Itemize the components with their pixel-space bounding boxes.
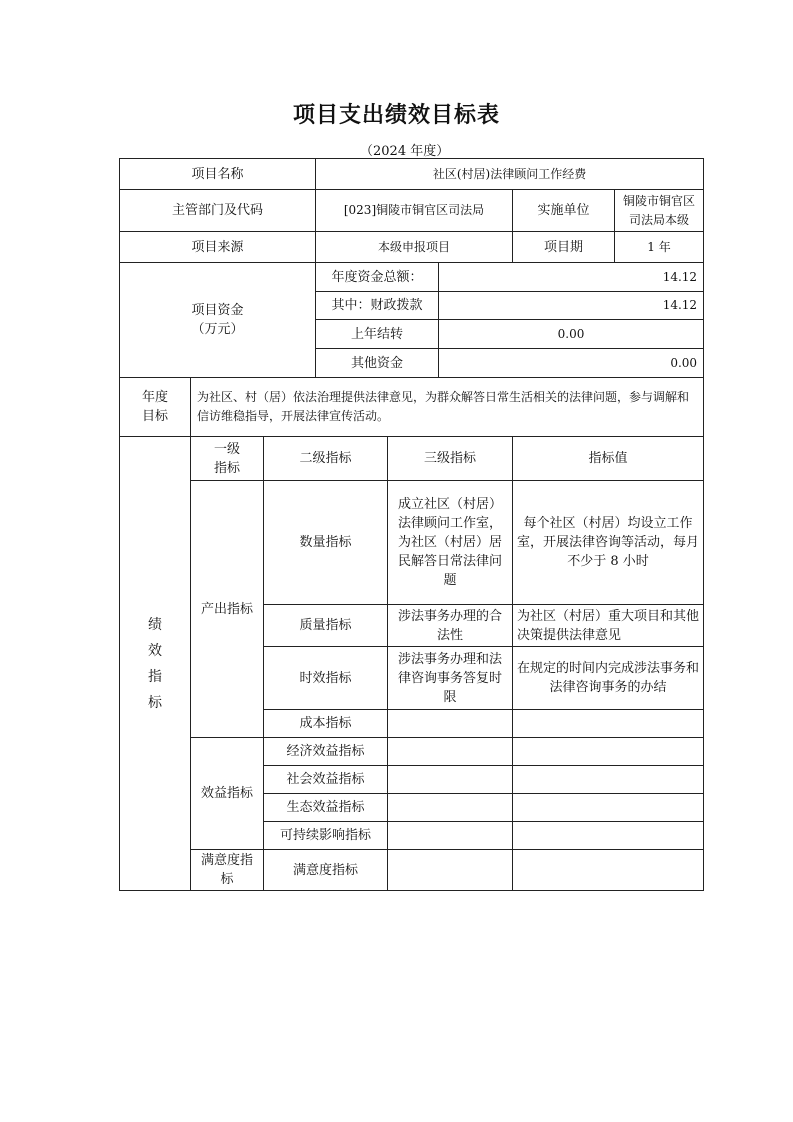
- indicators-section-label: 绩 效 指 标: [120, 437, 191, 891]
- header-level3: 三级指标: [388, 437, 513, 481]
- funds-total-row: [120, 263, 704, 292]
- source-label: 项目来源: [120, 232, 316, 263]
- performance-table: [119, 158, 704, 891]
- indicator-level2: 社会效益指标: [264, 766, 388, 794]
- indicator-level3: 涉法事务办理的合法性: [388, 605, 513, 647]
- funds-carryover-value: 0.00: [439, 320, 704, 349]
- period-value: 1 年: [615, 232, 704, 263]
- department-label: 主管部门及代码: [120, 190, 316, 232]
- indicator-level3: [388, 794, 513, 822]
- indicator-level2: 经济效益指标: [264, 738, 388, 766]
- indicator-level2: 数量指标: [264, 481, 388, 605]
- funds-total-value: 14.12: [439, 263, 704, 292]
- indicator-level3: [388, 850, 513, 891]
- annual-goal-label: 年度 目标: [120, 378, 191, 437]
- funds-label-main: 项目资金: [191, 303, 244, 318]
- indicator-level3: 成立社区（村居）法律顾问工作室，为社区（村居）居民解答日常法律问题: [388, 481, 513, 605]
- indicator-row: [120, 481, 704, 605]
- output-indicator-label: 产出指标: [191, 481, 264, 738]
- indicator-level3: [388, 738, 513, 766]
- indicator-level3: 涉法事务办理和法律咨询事务答复时限: [388, 647, 513, 710]
- source-value: 本级申报项目: [316, 232, 513, 263]
- report-year: （2024 年度）: [360, 144, 450, 159]
- indicator-row: [120, 738, 704, 766]
- project-name-value: 社区(村居)法律顾问工作经费: [316, 159, 704, 190]
- department-row: [120, 190, 704, 232]
- indicator-value: [513, 794, 704, 822]
- implementing-unit-label: 实施单位: [513, 190, 615, 232]
- department-value: [023]铜陵市铜官区司法局: [316, 190, 513, 232]
- source-row: [120, 232, 704, 263]
- indicator-level3: [388, 822, 513, 850]
- indicator-value: [513, 738, 704, 766]
- header-level1: 一级 指标: [191, 437, 264, 481]
- period-label: 项目期: [513, 232, 615, 263]
- indicator-level2: 满意度指标: [264, 850, 388, 891]
- implementing-unit-value: 铜陵市铜官区司法局本级: [615, 190, 704, 232]
- indicator-level2: 生态效益指标: [264, 794, 388, 822]
- indicator-level2: 成本指标: [264, 710, 388, 738]
- indicator-header-row: [120, 437, 704, 481]
- funds-fiscal-label: 其中：财政拨款: [316, 292, 439, 320]
- funds-total-label: 年度资金总额：: [316, 263, 439, 292]
- indicator-level2: 可持续影响指标: [264, 822, 388, 850]
- funds-label: [120, 263, 316, 378]
- indicator-level3: [388, 710, 513, 738]
- indicator-value: 每个社区（村居）均设立工作室，开展法律咨询等活动，每月不少于 8 小时: [513, 481, 704, 605]
- indicator-level3: [388, 766, 513, 794]
- annual-goal-row: [120, 378, 704, 437]
- header-value: 指标值: [513, 437, 704, 481]
- indicator-value: 为社区（村居）重大项目和其他决策提供法律意见: [513, 605, 704, 647]
- indicator-value: 在规定的时间内完成涉法事务和法律咨询事务的办结: [513, 647, 704, 710]
- funds-label-unit: （万元）: [191, 322, 244, 337]
- indicator-value: [513, 710, 704, 738]
- indicator-value: [513, 822, 704, 850]
- satisfaction-indicator-label: 满意度指标: [191, 850, 264, 891]
- benefit-indicator-label: 效益指标: [191, 738, 264, 850]
- funds-fiscal-value: 14.12: [439, 292, 704, 320]
- indicator-value: [513, 850, 704, 891]
- indicator-level2: 时效指标: [264, 647, 388, 710]
- funds-other-value: 0.00: [439, 349, 704, 378]
- indicator-level2: 质量指标: [264, 605, 388, 647]
- indicator-row: [120, 850, 704, 891]
- header-level2: 二级指标: [264, 437, 388, 481]
- funds-other-label: 其他资金: [316, 349, 439, 378]
- indicator-value: [513, 766, 704, 794]
- funds-carryover-label: 上年结转: [316, 320, 439, 349]
- project-name-row: [120, 159, 704, 190]
- project-name-label: 项目名称: [120, 159, 316, 190]
- page-title: 项目支出绩效目标表: [292, 103, 500, 128]
- annual-goal-text: 为社区、村（居）依法治理提供法律意见，为群众解答日常生活相关的法律问题，参与调解和信访维稳指导，开展法律宣传活动。: [191, 378, 704, 437]
